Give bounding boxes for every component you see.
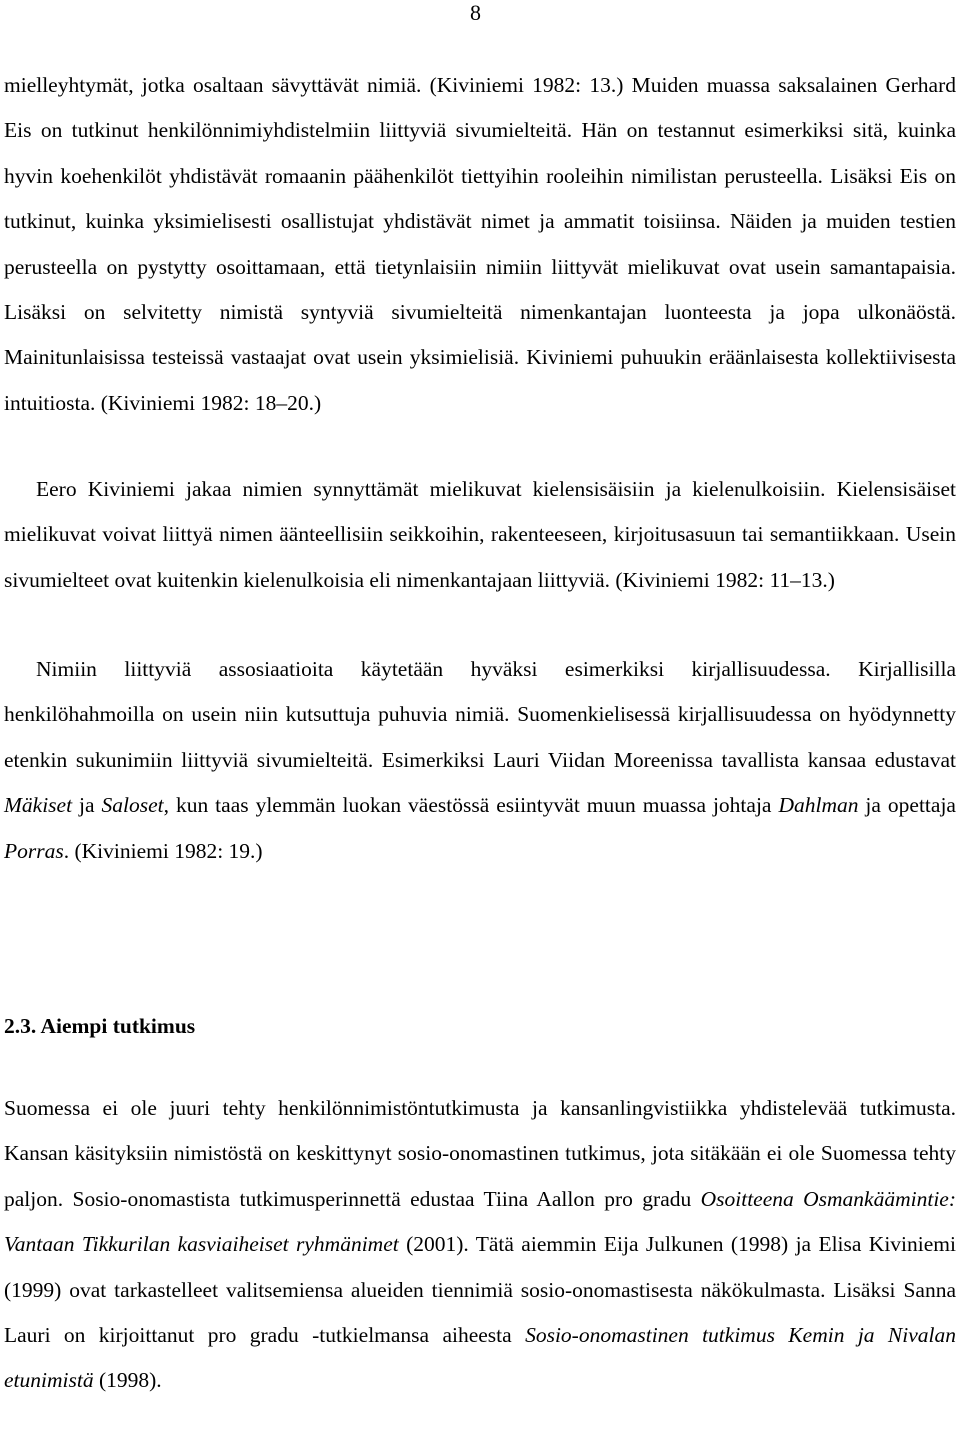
text-run: Suomessa ei ole juuri tehty henkilönnimistöntutkimusta ja kansanlingvistiikka yhdistelevää tutkimusta. Kansan käsityksiin nimistöstä on keskittynyt sosio-onomastinen tutkimus, jota sitäkään ei ole Suomessa tehty paljon. Sosio-onomastista tutkimusperinnettä edustaa Tiina Aallon pro gradu: [4, 1096, 956, 1211]
text-run: (1998).: [93, 1368, 162, 1393]
text-run: . (Kiviniemi 1982: 19.): [63, 838, 263, 863]
text-run: Nimiin liittyviä assosiaatioita käytetään hyväksi esimerkiksi kirjallisuudessa. Kirjallisilla henkilöhahmoilla on usein niin kutsuttuja puhuvia nimiä. Suomenkielisessä kirjallisuudessa on hyödynnetty etenkin sukunimiin liittyviä sivumielteitä. Esimerkiksi Lauri Viidan Moreenissa tavallista kansaa edustavat: [4, 657, 956, 772]
paragraph-2: [4, 467, 956, 603]
italic-name: Dahlman: [778, 793, 859, 818]
paragraph-text: [4, 1086, 956, 1404]
paragraph-text: Eero Kiviniemi jakaa nimien synnyttämät mielikuvat kielensisäisiin ja kielenulkoisiin. Kielensisäiset mielikuvat voivat liittyä nimen äänteellisiin seikkoihin, rakenteeseen, kirjoitusasuun tai semantiikkaan. Usein sivumielteet ovat kuitenkin kielenulkoisia eli nimenkantajaan liittyviä. (Kiviniemi 1982: 11–13.): [4, 477, 956, 592]
page-number: 8: [470, 0, 481, 25]
paragraph-text: mielleyhtymät, jotka osaltaan sävyttävät nimiä. (Kiviniemi 1982: 13.) Muiden muassa saksalainen Gerhard Eis on tutkinut henkilönnimiyhdistelmiin liittyviä sivumielteitä. Hän on testannut esimerkiksi sitä, kuinka hyvin koehenkilöt yhdistävät romaanin päähenkilöt tiettyihin rooleihin nimilistan perusteella. Lisäksi Eis on tutkinut, kuinka yksimielisesti osallistujat yhdistävät nimet ja ammatit toisiinsa. Näiden ja muiden testien perusteella on pystytty osoittamaan, että tietynlaisiin nimiin liittyvät mielikuvat ovat usein samantapaisia. Lisäksi on selvitetty nimistä syntyviä sivumielteitä nimenkantajan luonteesta ja jopa ulkonäöstä. Mainitunlaisissa testeissä vastaajat ovat usein yksimielisiä. Kiviniemi puhuukin eräänlaisesta kollektiivisesta intuitiosta. (Kiviniemi 1982: 18–20.): [4, 73, 956, 415]
text-run: ja: [72, 793, 102, 818]
italic-name: Mäkiset: [4, 793, 73, 818]
italic-name: Saloset: [101, 793, 164, 818]
section-heading: 2.3. Aiempi tutkimus: [4, 1014, 196, 1038]
section-paragraph: [4, 1086, 956, 1404]
paragraph-3: [4, 647, 956, 874]
italic-title: Sosio-onomastinen tutkimus Kemin ja Nivalan etunimistä: [4, 1323, 956, 1393]
text-run: (2001). Tätä aiemmin Eija Julkunen (1998) ja Elisa Kiviniemi (1999) ovat tarkastelleet valitsemiensa alueiden tiennimiä sosio-onomastisesta näkökulmasta. Lisäksi Sanna Lauri on kirjoittanut pro gradu -tutkielmansa aiheesta: [4, 1232, 956, 1348]
text-run: , kun taas ylemmän luokan väestössä esiintyvät muun muassa johtaja: [163, 793, 779, 818]
paragraph-text: [4, 647, 956, 874]
text-run: ja opettaja: [858, 793, 956, 818]
italic-name: Porras: [4, 838, 64, 863]
paragraph-1: [4, 63, 956, 426]
italic-title: Osoitteena Osmankäämintie: Vantaan Tikkurilan kasviaiheiset ryhmänimet: [4, 1186, 956, 1257]
